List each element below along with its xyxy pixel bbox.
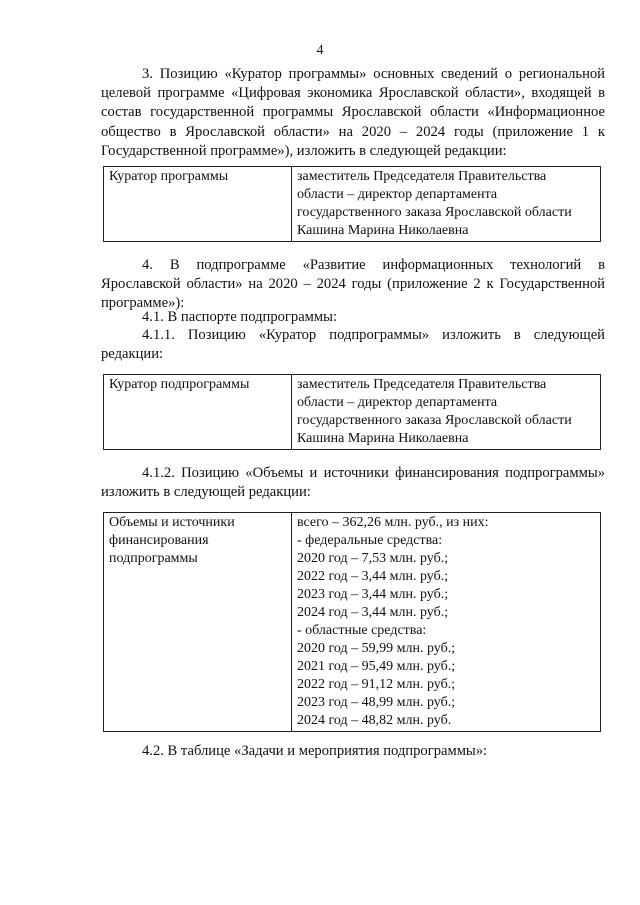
- curator-program-value: [292, 167, 601, 242]
- value-line: всего – 362,26 млн. руб., из них:: [297, 515, 489, 530]
- value-line: 2023 год – 48,99 млн. руб.;: [297, 695, 456, 710]
- value-line: 2020 год – 59,99 млн. руб.;: [297, 641, 456, 656]
- value-line: 2022 год – 3,44 млн. руб.;: [297, 569, 449, 584]
- page-number: 4: [316, 43, 324, 58]
- table-row: [104, 167, 601, 242]
- table-row: [104, 375, 601, 450]
- value-line: Кашина Марина Николаевна: [297, 431, 469, 446]
- value-line: 2023 год – 3,44 млн. руб.;: [297, 587, 449, 602]
- value-line: 2024 год – 3,44 млн. руб.;: [297, 605, 449, 620]
- value-line: государственного заказа Ярославской области: [297, 205, 572, 220]
- value-line: заместитель Председателя Правительства: [297, 377, 547, 392]
- label-line: подпрограммы: [109, 551, 198, 566]
- curator-subprogram-label: Куратор подпрограммы: [104, 375, 292, 450]
- value-line: 2020 год – 7,53 млн. руб.;: [297, 551, 449, 566]
- value-line: 2022 год – 91,12 млн. руб.;: [297, 677, 456, 692]
- value-line: Кашина Марина Николаевна: [297, 223, 469, 238]
- value-line: государственного заказа Ярославской области: [297, 413, 572, 428]
- paragraph-4: 4. В подпрограмме «Развитие информационных технологий в Ярославской области» на 2020 – 2024 годы (приложение 2 к Государственной программе»):: [101, 257, 605, 312]
- funding-table: [103, 512, 601, 732]
- funding-label: [104, 513, 292, 732]
- curator-program-label: Куратор программы: [104, 167, 292, 242]
- value-line: области – директор департамента: [297, 187, 498, 202]
- curator-subprogram-table: [103, 374, 601, 450]
- paragraph-4-1-1: 4.1.1. Позицию «Куратор подпрограммы» изложить в следующей редакции:: [101, 327, 605, 363]
- value-line: заместитель Председателя Правительства: [297, 169, 547, 184]
- funding-value: [292, 513, 601, 732]
- label-line: финансирования: [109, 533, 209, 548]
- curator-subprogram-value: [292, 375, 601, 450]
- paragraph-4-1-2: 4.1.2. Позицию «Объемы и источники финансирования подпрограммы» изложить в следующей редакции:: [101, 465, 605, 501]
- paragraph-3: 3. Позицию «Куратор программы» основных сведений о региональной целевой программе «Цифровая экономика Ярославской области», входящей в состав государственной программы Ярославской области «Информационное общество в Ярославской области» на 2020 – 2024 годы (приложение 1 к Государственной программе»), изложить в следующей редакции:: [101, 66, 605, 159]
- value-line: 2021 год – 95,49 млн. руб.;: [297, 659, 456, 674]
- paragraph-4-1: 4.1. В паспорте подпрограммы:: [142, 309, 338, 325]
- value-line: - федеральные средства:: [297, 533, 443, 548]
- value-line: 2024 год – 48,82 млн. руб.: [297, 713, 452, 728]
- curator-program-table: [103, 166, 601, 242]
- table-row: [104, 513, 601, 732]
- value-line: области – директор департамента: [297, 395, 498, 410]
- label-line: Объемы и источники: [109, 515, 235, 530]
- value-line: - областные средства:: [297, 623, 427, 638]
- paragraph-4-2: 4.2. В таблице «Задачи и мероприятия подпрограммы»:: [142, 743, 488, 759]
